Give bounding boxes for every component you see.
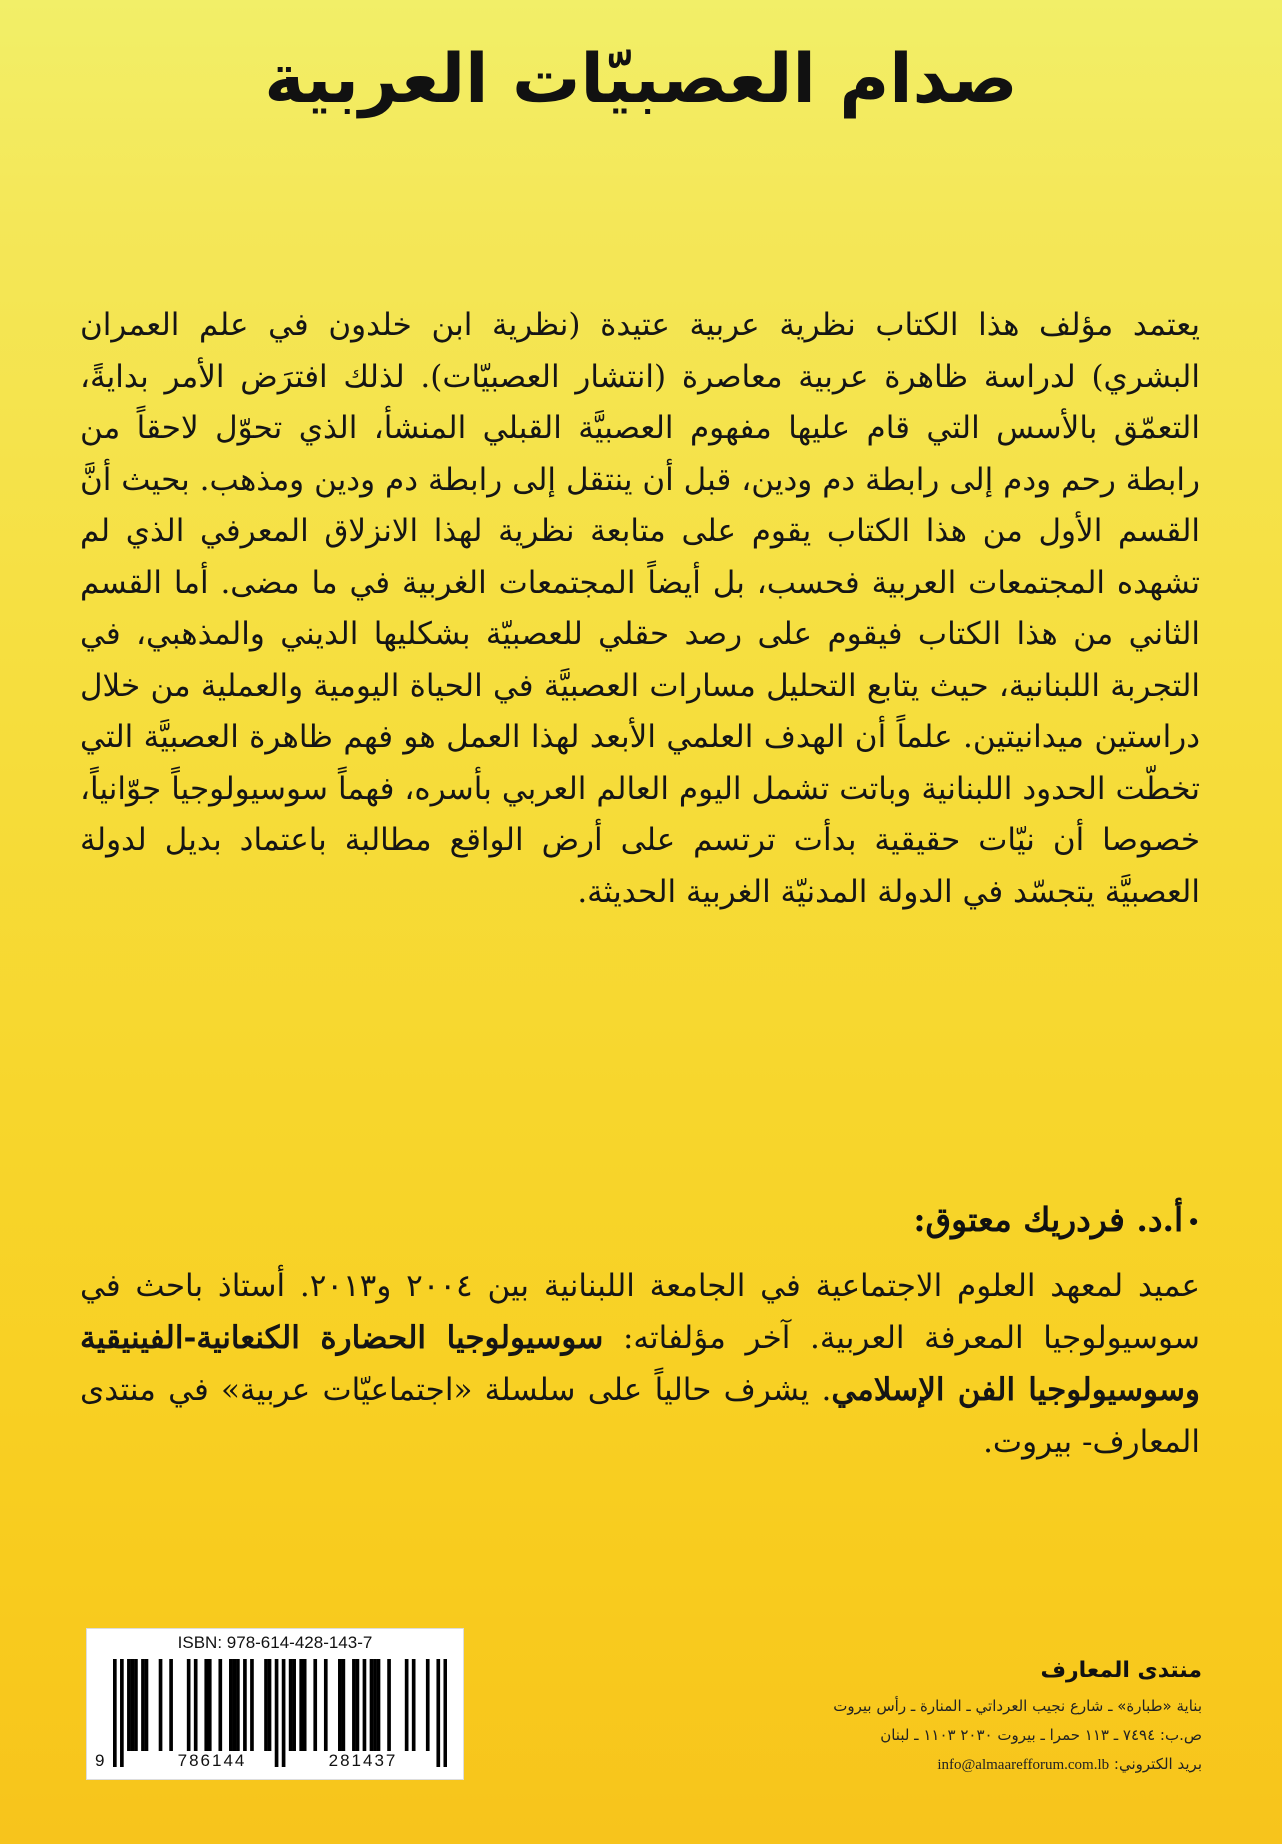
barcode-bar <box>313 1659 317 1751</box>
barcode-bar <box>377 1659 381 1751</box>
bullet-icon: • <box>1187 1210 1200 1234</box>
email-label: بريد الكتروني: <box>1113 1755 1202 1773</box>
barcode-bar <box>275 1659 279 1767</box>
barcode-bar <box>299 1659 303 1751</box>
author-bio-text-end: . يشرف حالياً على سلسلة «اجتماعيّات عربية» في منتدى المعارف- بيروت. <box>80 1372 1200 1460</box>
publisher-address: بناية «طبارة» ـ شارع نجيب العرداتي ـ المنارة ـ رأس بيروت <box>833 1697 1202 1715</box>
barcode-bar <box>338 1659 342 1751</box>
barcode-bar <box>303 1659 307 1751</box>
publisher-pobox: ص.ب: ٧٤٩٤ ـ ١١٣ حمرا ـ بيروت ٢٠٣٠ ١١٠٣ ـ لبنان <box>880 1726 1202 1744</box>
barcode-bar <box>352 1659 356 1751</box>
barcode-bar <box>363 1659 367 1751</box>
barcode-left-digits: 786144 <box>157 1751 267 1771</box>
barcode-bar <box>282 1659 286 1767</box>
barcode-bar <box>218 1659 222 1751</box>
author-heading <box>300 1190 1200 1252</box>
barcode-bar <box>131 1659 135 1751</box>
barcode-bar <box>236 1659 240 1751</box>
author-works: سوسيولوجيا الحضارة الكنعانية-الفينيقية وسوسيولوجيا الفن الإسلامي <box>80 1320 1201 1408</box>
isbn-number: ISBN: 978-614-428-143-7 <box>177 1633 373 1652</box>
description-paragraph: يعتمد مؤلف هذا الكتاب نظرية عربية عتيدة (نظرية ابن خلدون في علم العمران البشري) لدراسة ظاهرة عربية معاصرة (انتشار العصبيّات). لذلك افترَض الأمر بدايةً، التعمّق بالأسس التي قام عليها مفهوم العصبيَّة القبلي المنشأ، الذي تحوّل لاحقاً من رابطة رحم ودم إلى رابطة دم ودين، قبل أن ينتقل إلى رابطة دم ودين ومذهب. بحيث أنَّ القسم الأول من هذا الكتاب يقوم على متابعة نظرية لهذا الانزلاق المعرفي الذي لم تشهده المجتمعات العربية فحسب، بل أيضاً المجتمعات الغربية في ما مضى. أما القسم الثاني من هذا الكتاب فيقوم على رصد حقلي للعصبيّة بشكليها الديني والمذهبي، في التجربة اللبنانية، حيث يتابع التحليل مسارات العصبيَّة في الحياة اليومية والعملية من خلال دراستين ميدانيتين. علماً أن الهدف العلمي الأبعد لهذا العمل هو فهم ظاهرة العصبيَّة التي تخطّت الحدود اللبنانية وباتت تشمل اليوم العالم العربي بأسره، فهماً سوسيولوجياً جوّانياً، خصوصا أن نيّات حقيقية بدأت ترتسم على أرض الواقع مطالبة باعتماد بديل لدولة العصبيَّة يتجسّد في الدولة المدنيّة الغربية الحديثة. <box>80 307 1200 910</box>
barcode-bar <box>187 1659 191 1751</box>
barcode-bar <box>387 1659 391 1751</box>
barcode-bar <box>436 1659 440 1767</box>
barcode-bar <box>120 1659 124 1767</box>
barcode-bar <box>134 1659 138 1751</box>
barcode-bar <box>229 1659 233 1751</box>
barcode-bar <box>443 1659 447 1767</box>
barcode-bar <box>194 1659 198 1751</box>
barcode-bar <box>405 1659 409 1751</box>
publisher-info <box>642 1650 1202 1780</box>
barcode-bar <box>426 1659 430 1751</box>
publisher-name: منتدى المعارف <box>1040 1658 1202 1683</box>
book-title: صدام العصبيّات العربية <box>264 40 1018 119</box>
barcode-bar <box>208 1659 212 1751</box>
author-bio <box>80 1260 1200 1468</box>
barcode-bar <box>324 1659 328 1751</box>
barcode-bar <box>342 1659 346 1751</box>
isbn-barcode <box>86 1628 464 1780</box>
barcode-bar <box>141 1659 145 1751</box>
barcode-bar <box>356 1659 360 1751</box>
barcode-bar <box>243 1659 247 1751</box>
barcode-bar <box>159 1659 163 1751</box>
barcode-bar <box>289 1659 293 1751</box>
publisher-email-line <box>642 1750 1202 1780</box>
barcode-bar <box>370 1659 374 1751</box>
barcode-bar <box>169 1659 173 1751</box>
barcode-bar <box>250 1659 254 1751</box>
publisher-email: info@almaarefforum.com.lb <box>937 1757 1110 1773</box>
barcode-bar <box>204 1659 208 1751</box>
author-bio-text: عميد لمعهد العلوم الاجتماعية في الجامعة اللبنانية بين ٢٠٠٤ و٢٠١٣. أستاذ باحث في سوسيولوجيا المعرفة العربية. آخر مؤلفاته: <box>80 1268 1201 1356</box>
barcode-bar <box>113 1659 117 1767</box>
author-name: أ.د. فردريك معتوق: <box>913 1200 1184 1239</box>
barcode-bar <box>145 1659 149 1751</box>
barcode-bar <box>373 1659 377 1751</box>
barcode-bar <box>268 1659 272 1751</box>
barcode-bar <box>127 1659 131 1751</box>
barcode-bar <box>292 1659 296 1751</box>
barcode-bar <box>264 1659 268 1751</box>
barcode-right-digits: 281437 <box>303 1751 423 1771</box>
barcode-bar <box>233 1659 237 1751</box>
book-description <box>80 300 1200 918</box>
barcode-bar <box>412 1659 416 1751</box>
barcode-lead-digit: 9 <box>95 1751 105 1770</box>
